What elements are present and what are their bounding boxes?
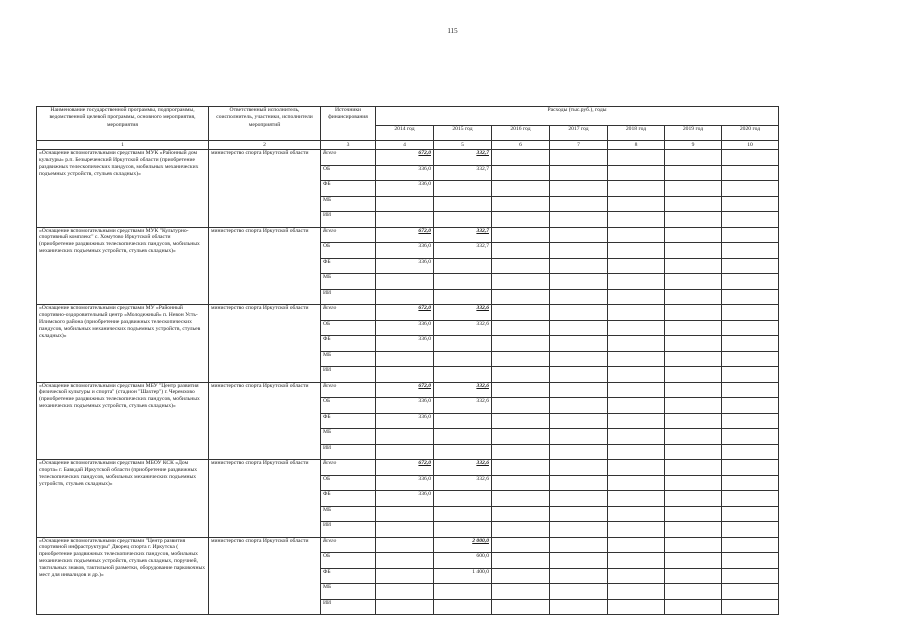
- value-2015: [434, 181, 492, 197]
- funding-source: МБ: [321, 429, 376, 445]
- value-2019: [665, 475, 722, 491]
- value-2017: [550, 212, 608, 228]
- value-2018: [608, 584, 665, 600]
- value-2019: [665, 367, 722, 383]
- table-row: [37, 227, 779, 243]
- responsible-executor: министерство спорта Иркутской области: [209, 460, 321, 538]
- value-2015: 332,6: [434, 305, 492, 321]
- year-header: 2018 год: [608, 126, 665, 141]
- value-2020: [722, 243, 779, 259]
- value-2018: [608, 351, 665, 367]
- measure-name: «Оснащение вспомогательными средствами МУК "Культурно-спортивный комплекс" с. Хомутово Иркутской области (приобретение раздвижных телескопических пандусов, мобильных механических подъемных устройств, стульев складных)»: [37, 227, 209, 305]
- funding-source: ИИ: [321, 599, 376, 615]
- value-2014: [376, 522, 434, 538]
- value-2014: 336,0: [376, 398, 434, 414]
- value-2015: 1 400,0: [434, 568, 492, 584]
- value-2020: [722, 274, 779, 290]
- value-2020: [722, 351, 779, 367]
- value-2014: [376, 553, 434, 569]
- value-2018: [608, 429, 665, 445]
- responsible-executor: министерство спорта Иркутской области: [209, 537, 321, 615]
- year-header: 2020 год: [722, 126, 779, 141]
- value-2017: [550, 568, 608, 584]
- value-2020: [722, 553, 779, 569]
- value-2017: [550, 506, 608, 522]
- column-number: 2: [209, 141, 321, 150]
- value-2017: [550, 258, 608, 274]
- measure-name: «Оснащение вспомогательными средствами "Центр развития спортивной инфраструктуры" Дворец спорта г. Иркутска ( приобретение раздвижных телескопических пандусов, мобильных механических подъемных устройств, стульев складных, поручней, тактильных знаков, тактильной разметки, оборудование парковочных мест для инвалидов и др.)»: [37, 537, 209, 615]
- value-2018: [608, 181, 665, 197]
- value-2016: [492, 320, 550, 336]
- value-2018: [608, 243, 665, 259]
- value-2017: [550, 382, 608, 398]
- value-2017: [550, 553, 608, 569]
- value-2018: [608, 227, 665, 243]
- value-2016: [492, 212, 550, 228]
- value-2017: [550, 460, 608, 476]
- value-2017: [550, 181, 608, 197]
- value-2020: [722, 599, 779, 615]
- value-2014: 672,0: [376, 382, 434, 398]
- funding-source: ФБ: [321, 181, 376, 197]
- value-2015: [434, 274, 492, 290]
- value-2014: [376, 289, 434, 305]
- funding-source: ИИ: [321, 522, 376, 538]
- value-2018: [608, 398, 665, 414]
- funding-source: ОБ: [321, 165, 376, 181]
- value-2019: [665, 506, 722, 522]
- value-2015: [434, 336, 492, 352]
- value-2015: [434, 289, 492, 305]
- value-2019: [665, 320, 722, 336]
- year-header: 2014 год: [376, 126, 434, 141]
- value-2015: [434, 429, 492, 445]
- measure-name: «Оснащение вспомогательными средствами МБУ "Центр развития физической культуры и спорта" (стадион "Шахтер") г. Черемхово (приобретение раздвижных телескопических пандусов, мобильных механических подъемных устройств, стульев складных)»: [37, 382, 209, 460]
- funding-source: МБ: [321, 274, 376, 290]
- column-number: 6: [492, 141, 550, 150]
- value-2014: 336,0: [376, 181, 434, 197]
- value-2020: [722, 491, 779, 507]
- funding-source: ОБ: [321, 475, 376, 491]
- table-row: [37, 305, 779, 321]
- value-2015: [434, 599, 492, 615]
- value-2018: [608, 150, 665, 166]
- value-2019: [665, 460, 722, 476]
- value-2014: 336,0: [376, 413, 434, 429]
- value-2016: [492, 537, 550, 553]
- value-2018: [608, 165, 665, 181]
- value-2014: 336,0: [376, 258, 434, 274]
- value-2020: [722, 305, 779, 321]
- value-2018: [608, 382, 665, 398]
- value-2019: [665, 398, 722, 414]
- value-2020: [722, 227, 779, 243]
- value-2019: [665, 491, 722, 507]
- value-2015: 332,6: [434, 460, 492, 476]
- column-number: 1: [37, 141, 209, 150]
- value-2019: [665, 522, 722, 538]
- value-2019: [665, 382, 722, 398]
- value-2019: [665, 258, 722, 274]
- value-2018: [608, 274, 665, 290]
- value-2020: [722, 336, 779, 352]
- value-2020: [722, 320, 779, 336]
- funding-source: МБ: [321, 196, 376, 212]
- value-2020: [722, 181, 779, 197]
- column-number: 10: [722, 141, 779, 150]
- value-2014: [376, 367, 434, 383]
- value-2016: [492, 367, 550, 383]
- measure-name: «Оснащение вспомогательными средствами МУ «Районный спортивно-оздоровительный центр «Молодежный» п. Невон Усть-Илимского района (приобретение раздвижных телескопических пандусов, мобильных механических подъемных устройств, стульев складных)»: [37, 305, 209, 383]
- year-header: 2019 год: [665, 126, 722, 141]
- value-2014: [376, 212, 434, 228]
- responsible-executor: министерство спорта Иркутской области: [209, 305, 321, 383]
- value-2017: [550, 165, 608, 181]
- funding-source: МБ: [321, 506, 376, 522]
- value-2015: [434, 258, 492, 274]
- value-2015: 600,0: [434, 553, 492, 569]
- value-2014: 336,0: [376, 320, 434, 336]
- value-2016: [492, 196, 550, 212]
- expenses-table: [36, 106, 779, 615]
- value-2016: [492, 258, 550, 274]
- value-2018: [608, 320, 665, 336]
- measure-name: «Оснащение вспомогательными средствами МБОУ КСК «Дом спорта» г. Бавкдай Иркутской области (приобретение раздвижных телескопических пандусов, мобильных механических подъемных устройств, стульев складных)»: [37, 460, 209, 538]
- value-2020: [722, 584, 779, 600]
- value-2020: [722, 568, 779, 584]
- value-2016: [492, 506, 550, 522]
- value-2018: [608, 599, 665, 615]
- value-2020: [722, 258, 779, 274]
- value-2020: [722, 196, 779, 212]
- value-2016: [492, 584, 550, 600]
- value-2019: [665, 413, 722, 429]
- value-2019: [665, 243, 722, 259]
- value-2020: [722, 212, 779, 228]
- value-2019: [665, 444, 722, 460]
- value-2014: 336,0: [376, 336, 434, 352]
- funding-source: ИИ: [321, 444, 376, 460]
- column-number: 5: [434, 141, 492, 150]
- funding-source: Всего: [321, 227, 376, 243]
- value-2019: [665, 568, 722, 584]
- value-2016: [492, 413, 550, 429]
- value-2018: [608, 522, 665, 538]
- value-2017: [550, 336, 608, 352]
- funding-source: Всего: [321, 460, 376, 476]
- value-2017: [550, 475, 608, 491]
- value-2014: [376, 351, 434, 367]
- value-2018: [608, 491, 665, 507]
- value-2016: [492, 274, 550, 290]
- funding-source: ФБ: [321, 258, 376, 274]
- year-header: 2015 год: [434, 126, 492, 141]
- value-2015: 2 000,0: [434, 537, 492, 553]
- expenses-column-header: Расходы (тыс.руб.), годы: [376, 107, 779, 126]
- value-2018: [608, 212, 665, 228]
- funding-source: Всего: [321, 382, 376, 398]
- value-2017: [550, 413, 608, 429]
- funding-source: ФБ: [321, 491, 376, 507]
- value-2017: [550, 196, 608, 212]
- table-header: [37, 107, 779, 150]
- year-header: 2016 год: [492, 126, 550, 141]
- value-2016: [492, 491, 550, 507]
- value-2016: [492, 289, 550, 305]
- value-2018: [608, 568, 665, 584]
- value-2018: [608, 305, 665, 321]
- value-2015: [434, 584, 492, 600]
- value-2014: 672,0: [376, 460, 434, 476]
- column-number: 8: [608, 141, 665, 150]
- value-2019: [665, 289, 722, 305]
- value-2014: [376, 444, 434, 460]
- value-2019: [665, 274, 722, 290]
- value-2016: [492, 150, 550, 166]
- value-2017: [550, 444, 608, 460]
- funding-source: ОБ: [321, 553, 376, 569]
- value-2017: [550, 320, 608, 336]
- value-2020: [722, 398, 779, 414]
- value-2017: [550, 429, 608, 445]
- value-2018: [608, 506, 665, 522]
- value-2017: [550, 227, 608, 243]
- column-number: 4: [376, 141, 434, 150]
- value-2019: [665, 599, 722, 615]
- page-number: 115: [447, 27, 458, 35]
- value-2015: [434, 522, 492, 538]
- column-number-row: [37, 141, 779, 150]
- funding-source: ОБ: [321, 243, 376, 259]
- funding-source: Всего: [321, 537, 376, 553]
- value-2019: [665, 537, 722, 553]
- value-2014: 336,0: [376, 475, 434, 491]
- value-2019: [665, 305, 722, 321]
- value-2019: [665, 196, 722, 212]
- value-2020: [722, 429, 779, 445]
- value-2016: [492, 444, 550, 460]
- value-2020: [722, 506, 779, 522]
- value-2018: [608, 258, 665, 274]
- value-2017: [550, 305, 608, 321]
- value-2016: [492, 475, 550, 491]
- value-2020: [722, 150, 779, 166]
- value-2016: [492, 382, 550, 398]
- value-2016: [492, 181, 550, 197]
- value-2020: [722, 444, 779, 460]
- value-2014: 336,0: [376, 491, 434, 507]
- value-2016: [492, 243, 550, 259]
- responsible-executor: министерство спорта Иркутской области: [209, 227, 321, 305]
- value-2017: [550, 289, 608, 305]
- value-2015: [434, 506, 492, 522]
- table-row: [37, 382, 779, 398]
- column-number: 3: [321, 141, 376, 150]
- column-number: 9: [665, 141, 722, 150]
- value-2019: [665, 150, 722, 166]
- value-2015: 332,6: [434, 382, 492, 398]
- value-2018: [608, 196, 665, 212]
- value-2015: [434, 351, 492, 367]
- table-body: [37, 150, 779, 615]
- value-2015: 332,6: [434, 475, 492, 491]
- value-2019: [665, 212, 722, 228]
- value-2017: [550, 599, 608, 615]
- value-2020: [722, 537, 779, 553]
- value-2014: [376, 568, 434, 584]
- value-2016: [492, 165, 550, 181]
- value-2017: [550, 398, 608, 414]
- value-2016: [492, 336, 550, 352]
- source-column-header: Источники финансирования: [321, 107, 376, 141]
- value-2016: [492, 553, 550, 569]
- value-2015: 332,7: [434, 227, 492, 243]
- value-2019: [665, 165, 722, 181]
- value-2016: [492, 429, 550, 445]
- funding-source: ОБ: [321, 398, 376, 414]
- value-2020: [722, 367, 779, 383]
- value-2020: [722, 382, 779, 398]
- value-2015: 332,7: [434, 243, 492, 259]
- value-2016: [492, 599, 550, 615]
- value-2016: [492, 568, 550, 584]
- funding-source: ИИ: [321, 367, 376, 383]
- value-2019: [665, 351, 722, 367]
- value-2016: [492, 398, 550, 414]
- value-2019: [665, 429, 722, 445]
- value-2014: [376, 584, 434, 600]
- responsible-executor: министерство спорта Иркутской области: [209, 382, 321, 460]
- value-2016: [492, 305, 550, 321]
- value-2015: 332,6: [434, 398, 492, 414]
- funding-source: ИИ: [321, 289, 376, 305]
- value-2014: [376, 537, 434, 553]
- value-2017: [550, 584, 608, 600]
- measure-name: «Оснащение вспомогательными средствами МУК «Районный дом культуры» р.п. Безыреченский Иркутской области (приобретение раздвижных телескопических пандусов, мобильных механических подъемных устройств, стульев складных)»: [37, 150, 209, 228]
- value-2020: [722, 460, 779, 476]
- value-2017: [550, 522, 608, 538]
- value-2016: [492, 227, 550, 243]
- value-2019: [665, 181, 722, 197]
- value-2015: [434, 413, 492, 429]
- value-2019: [665, 227, 722, 243]
- table-row: [37, 460, 779, 476]
- responsible-executor: министерство спорта Иркутской области: [209, 150, 321, 228]
- value-2020: [722, 413, 779, 429]
- value-2017: [550, 367, 608, 383]
- value-2016: [492, 351, 550, 367]
- year-header: 2017 год: [550, 126, 608, 141]
- value-2018: [608, 289, 665, 305]
- value-2016: [492, 460, 550, 476]
- value-2018: [608, 444, 665, 460]
- value-2015: [434, 491, 492, 507]
- funding-source: МБ: [321, 351, 376, 367]
- value-2014: 336,0: [376, 243, 434, 259]
- value-2017: [550, 243, 608, 259]
- value-2020: [722, 165, 779, 181]
- funding-source: ФБ: [321, 413, 376, 429]
- funding-source: ФБ: [321, 336, 376, 352]
- funding-source: ИИ: [321, 212, 376, 228]
- value-2015: 332,7: [434, 150, 492, 166]
- value-2014: [376, 196, 434, 212]
- value-2018: [608, 475, 665, 491]
- value-2014: [376, 274, 434, 290]
- value-2014: 336,0: [376, 165, 434, 181]
- value-2018: [608, 553, 665, 569]
- value-2020: [722, 522, 779, 538]
- funding-source: Всего: [321, 150, 376, 166]
- value-2014: [376, 599, 434, 615]
- funding-source: ОБ: [321, 320, 376, 336]
- value-2015: 332,7: [434, 165, 492, 181]
- value-2015: [434, 444, 492, 460]
- table-row: [37, 537, 779, 553]
- value-2014: [376, 429, 434, 445]
- value-2014: 672,0: [376, 227, 434, 243]
- value-2014: 672,0: [376, 305, 434, 321]
- value-2017: [550, 351, 608, 367]
- value-2017: [550, 537, 608, 553]
- value-2017: [550, 150, 608, 166]
- value-2019: [665, 553, 722, 569]
- value-2018: [608, 367, 665, 383]
- funding-source: Всего: [321, 305, 376, 321]
- value-2019: [665, 336, 722, 352]
- value-2017: [550, 491, 608, 507]
- value-2015: 332,6: [434, 320, 492, 336]
- value-2018: [608, 537, 665, 553]
- value-2018: [608, 336, 665, 352]
- value-2015: [434, 367, 492, 383]
- value-2017: [550, 274, 608, 290]
- value-2014: 672,0: [376, 150, 434, 166]
- value-2015: [434, 212, 492, 228]
- funding-source: МБ: [321, 584, 376, 600]
- funding-source: ФБ: [321, 568, 376, 584]
- value-2020: [722, 289, 779, 305]
- value-2016: [492, 522, 550, 538]
- value-2014: [376, 506, 434, 522]
- name-column-header: Наименование государственной программы, подпрограммы, ведомственной целевой программы, основного мероприятия, мероприятия: [37, 107, 209, 141]
- responsible-column-header: Ответственный исполнитель, соисполнитель, участники, исполнители мероприятий: [209, 107, 321, 141]
- column-number: 7: [550, 141, 608, 150]
- value-2019: [665, 584, 722, 600]
- value-2020: [722, 475, 779, 491]
- value-2018: [608, 460, 665, 476]
- value-2018: [608, 413, 665, 429]
- value-2015: [434, 196, 492, 212]
- table-row: [37, 150, 779, 166]
